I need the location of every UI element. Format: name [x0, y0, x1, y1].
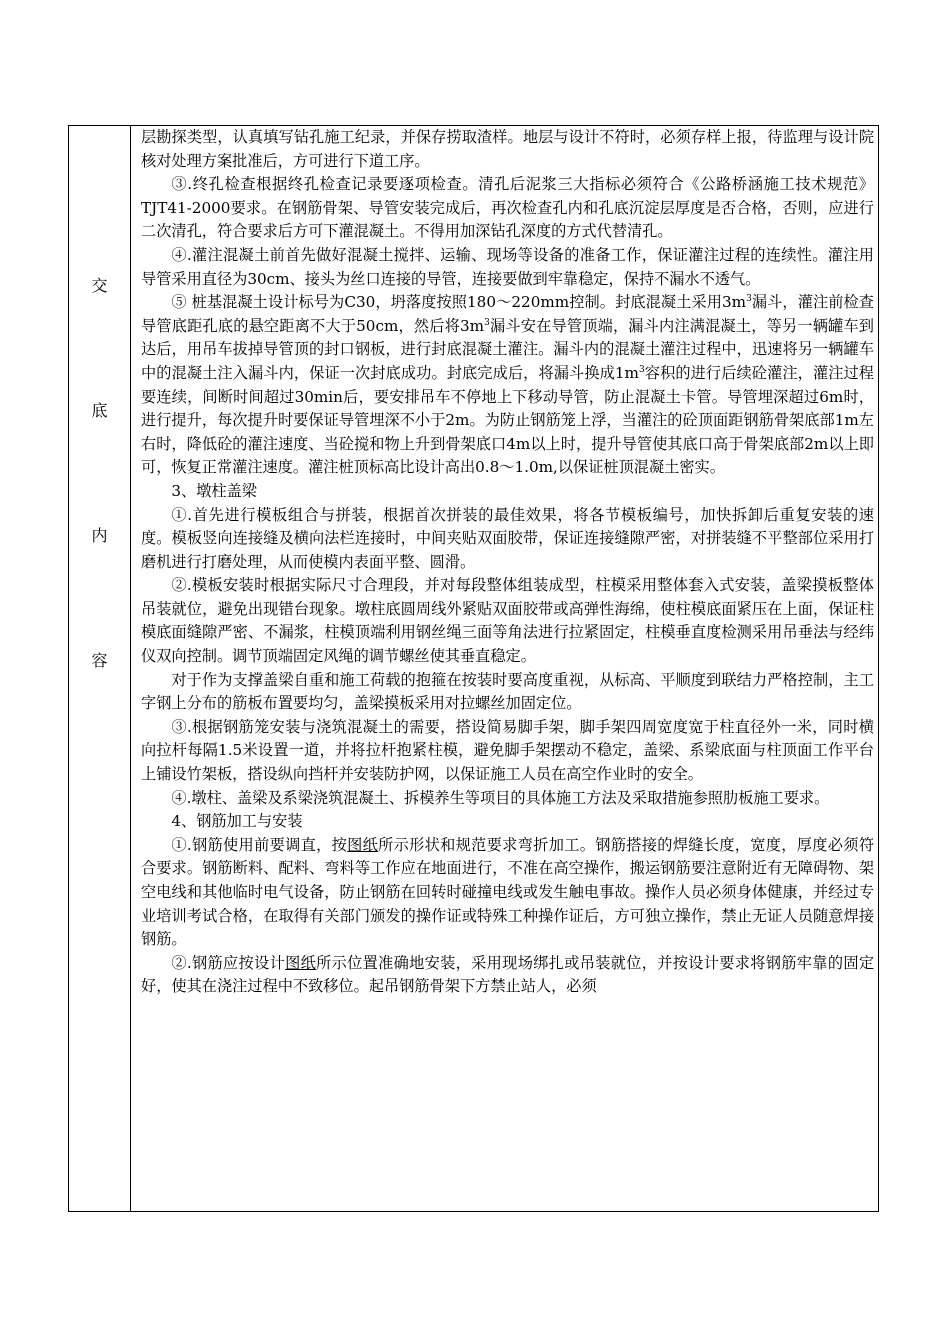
- paragraph: ②.模板安装时根据实际尺寸合理段，并对每段整体组装成型，柱模采用整体套入式安装，盖梁摸板整体吊装就位，避免出现错台现象。墩柱底圆周线外紧贴双面胶带或高弹性海绵，使柱模底面紧压在上面，保证柱模底面缝隙严密、不漏浆，柱模顶端利用钢丝绳三面等角法进行拉紧固定，柱模垂直度检测采用吊垂法与经纬仪双向控制。调节顶端固定风绳的调节螺丝使其垂直稳定。: [141, 576, 874, 666]
- paragraph: ⑤ 桩基混凝土设计标号为C30，坍落度按照180～220mm控制。封底混凝土采用$3m^3$漏斗，灌注前检查导管底距孔底的悬空距离不大于50cm，然后将$3m^3$漏斗安在导管顶端，漏斗内注满混凝土，等另一辆罐车到达后，用吊车拔掉导管顶的封口钢板，进行封底混凝土灌注。漏斗内的混凝土灌注过程中，迅速将另一辆罐车中的混凝土注入漏斗内，保证一次封底成功。封底完成后，将漏斗换成$1m^3$容积的进行后续砼灌注，灌注过程要连续，间断时间超过30min后，要安排吊车不停地上下移动导管，防止混凝土卡管。导管埋深超过6m时，进行提升，每次提升时要保证导管埋深不小于2m。为防止钢筋笼上浮，当灌注的砼顶面距钢筋骨架底部1m左右时，降低砼的灌注速度、当砼搅和物上升到骨架底口4m以上时，提升导管使其底口高于骨架底部2m以上即可，恢复正常灌注速度。灌注桩顶标高比设计高出0.8～1.0m,以保证桩顶混凝土密实。: [141, 293, 874, 477]
- section-heading: 3、墩柱盖梁: [171, 481, 257, 500]
- label-char: 交: [91, 276, 108, 295]
- disclosure-content: [131, 126, 878, 1211]
- paragraph: ①.钢筋使用前要调直，按图纸所示形状和规范要求弯折加工。钢筋搭接的焊缝长度，宽度，厚度必须符合要求。钢筋断料、配料、弯料等工作应在地面进行，不准在高空操作，搬运钢筋要注意附近有无障碍物、架空电线和其他临时电气设备，防止钢筋在回转时碰撞电线或发生触电事故。操作人员必须身体健康，并经过专业培训考试合格，在取得有关部门颁发的操作证或特殊工种操作证后，方可独立操作，禁止无证人员随意焊接钢筋。: [141, 835, 875, 949]
- paragraph: ④.墩柱、盖梁及系梁浇筑混凝土、拆模养生等项目的具体施工方法及采取措施参照肋板施工要求。: [171, 788, 830, 807]
- label-char: 容: [91, 651, 108, 670]
- paragraph: ③.根据钢筋笼安装与浇筑混凝土的需要，搭设简易脚手架，脚手架四周宽度宽于柱直径外一米，同时横向拉杆每隔1.5米设置一道，并将拉杆抱紧柱模，避免脚手架摆动不稳定，盖梁、系梁底面与柱顶面工作平台上铺设竹架板，搭设纵向挡杆并安装防护网，以保证施工人员在高空作业时的安全。: [141, 717, 874, 784]
- label-char: 内: [91, 526, 108, 545]
- disclosure-table: [68, 125, 879, 1212]
- label-char: 底: [91, 401, 108, 420]
- paragraph: 层勘探类型，认真填写钻孔施工纪录，并保存捞取渣样。地层与设计不符时，必须存样上报，待监理与设计院核对处理方案批准后，方可进行下道工序。: [141, 128, 874, 170]
- section-label-column: [69, 126, 131, 1211]
- paragraph: ④.灌注混凝土前首先做好混凝土搅拌、运输、现场等设备的准备工作，保证灌注过程的连续性。灌注用导管采用直径为30cm、接头为丝口连接的导管，连接要做到牢靠稳定，保持不漏水不透气。: [141, 245, 874, 288]
- paragraph: ②.钢筋应按设计图纸所示位置准确地安装，采用现场绑扎或吊装就位，并按设计要求将钢筋牢靠的固定好，使其在浇注过程中不致移位。起吊钢筋骨架下方禁止站人，必须: [141, 953, 875, 996]
- section-heading: 4、钢筋加工与安装: [171, 812, 303, 831]
- paragraph: 对于作为支撑盖梁自重和施工荷载的抱箍在按装时要高度重视，从标高、平顺度到联结力严格控制，主工字钢上分布的筋板布置要均匀，盖梁摸板采用对拉螺丝加固定位。: [141, 670, 874, 713]
- paragraph: ③.终孔检查根据终孔检查记录要逐项检查。清孔后泥浆三大指标必须符合《公路桥涵施工技术规范》TJT41-2000要求。在钢筋骨架、导管安装完成后，再次检查孔内和孔底沉淀层厚度是否合格，否则，应进行二次清孔，符合要求后方可下灌混凝土。不得用加深钻孔深度的方式代替清孔。: [141, 175, 874, 241]
- paragraph: ①.首先进行模板组合与拼装，根据首次拼装的最佳效果，将各节模板编号，加快拆卸后重复安装的速度。模板竖向连接缝及横向法栏连接时，中间夹贴双面胶带，保证连接缝隙严密，对拼装缝不平整部位采用打磨机进行打磨处理，从而使模内表面平整、圆滑。: [141, 505, 874, 571]
